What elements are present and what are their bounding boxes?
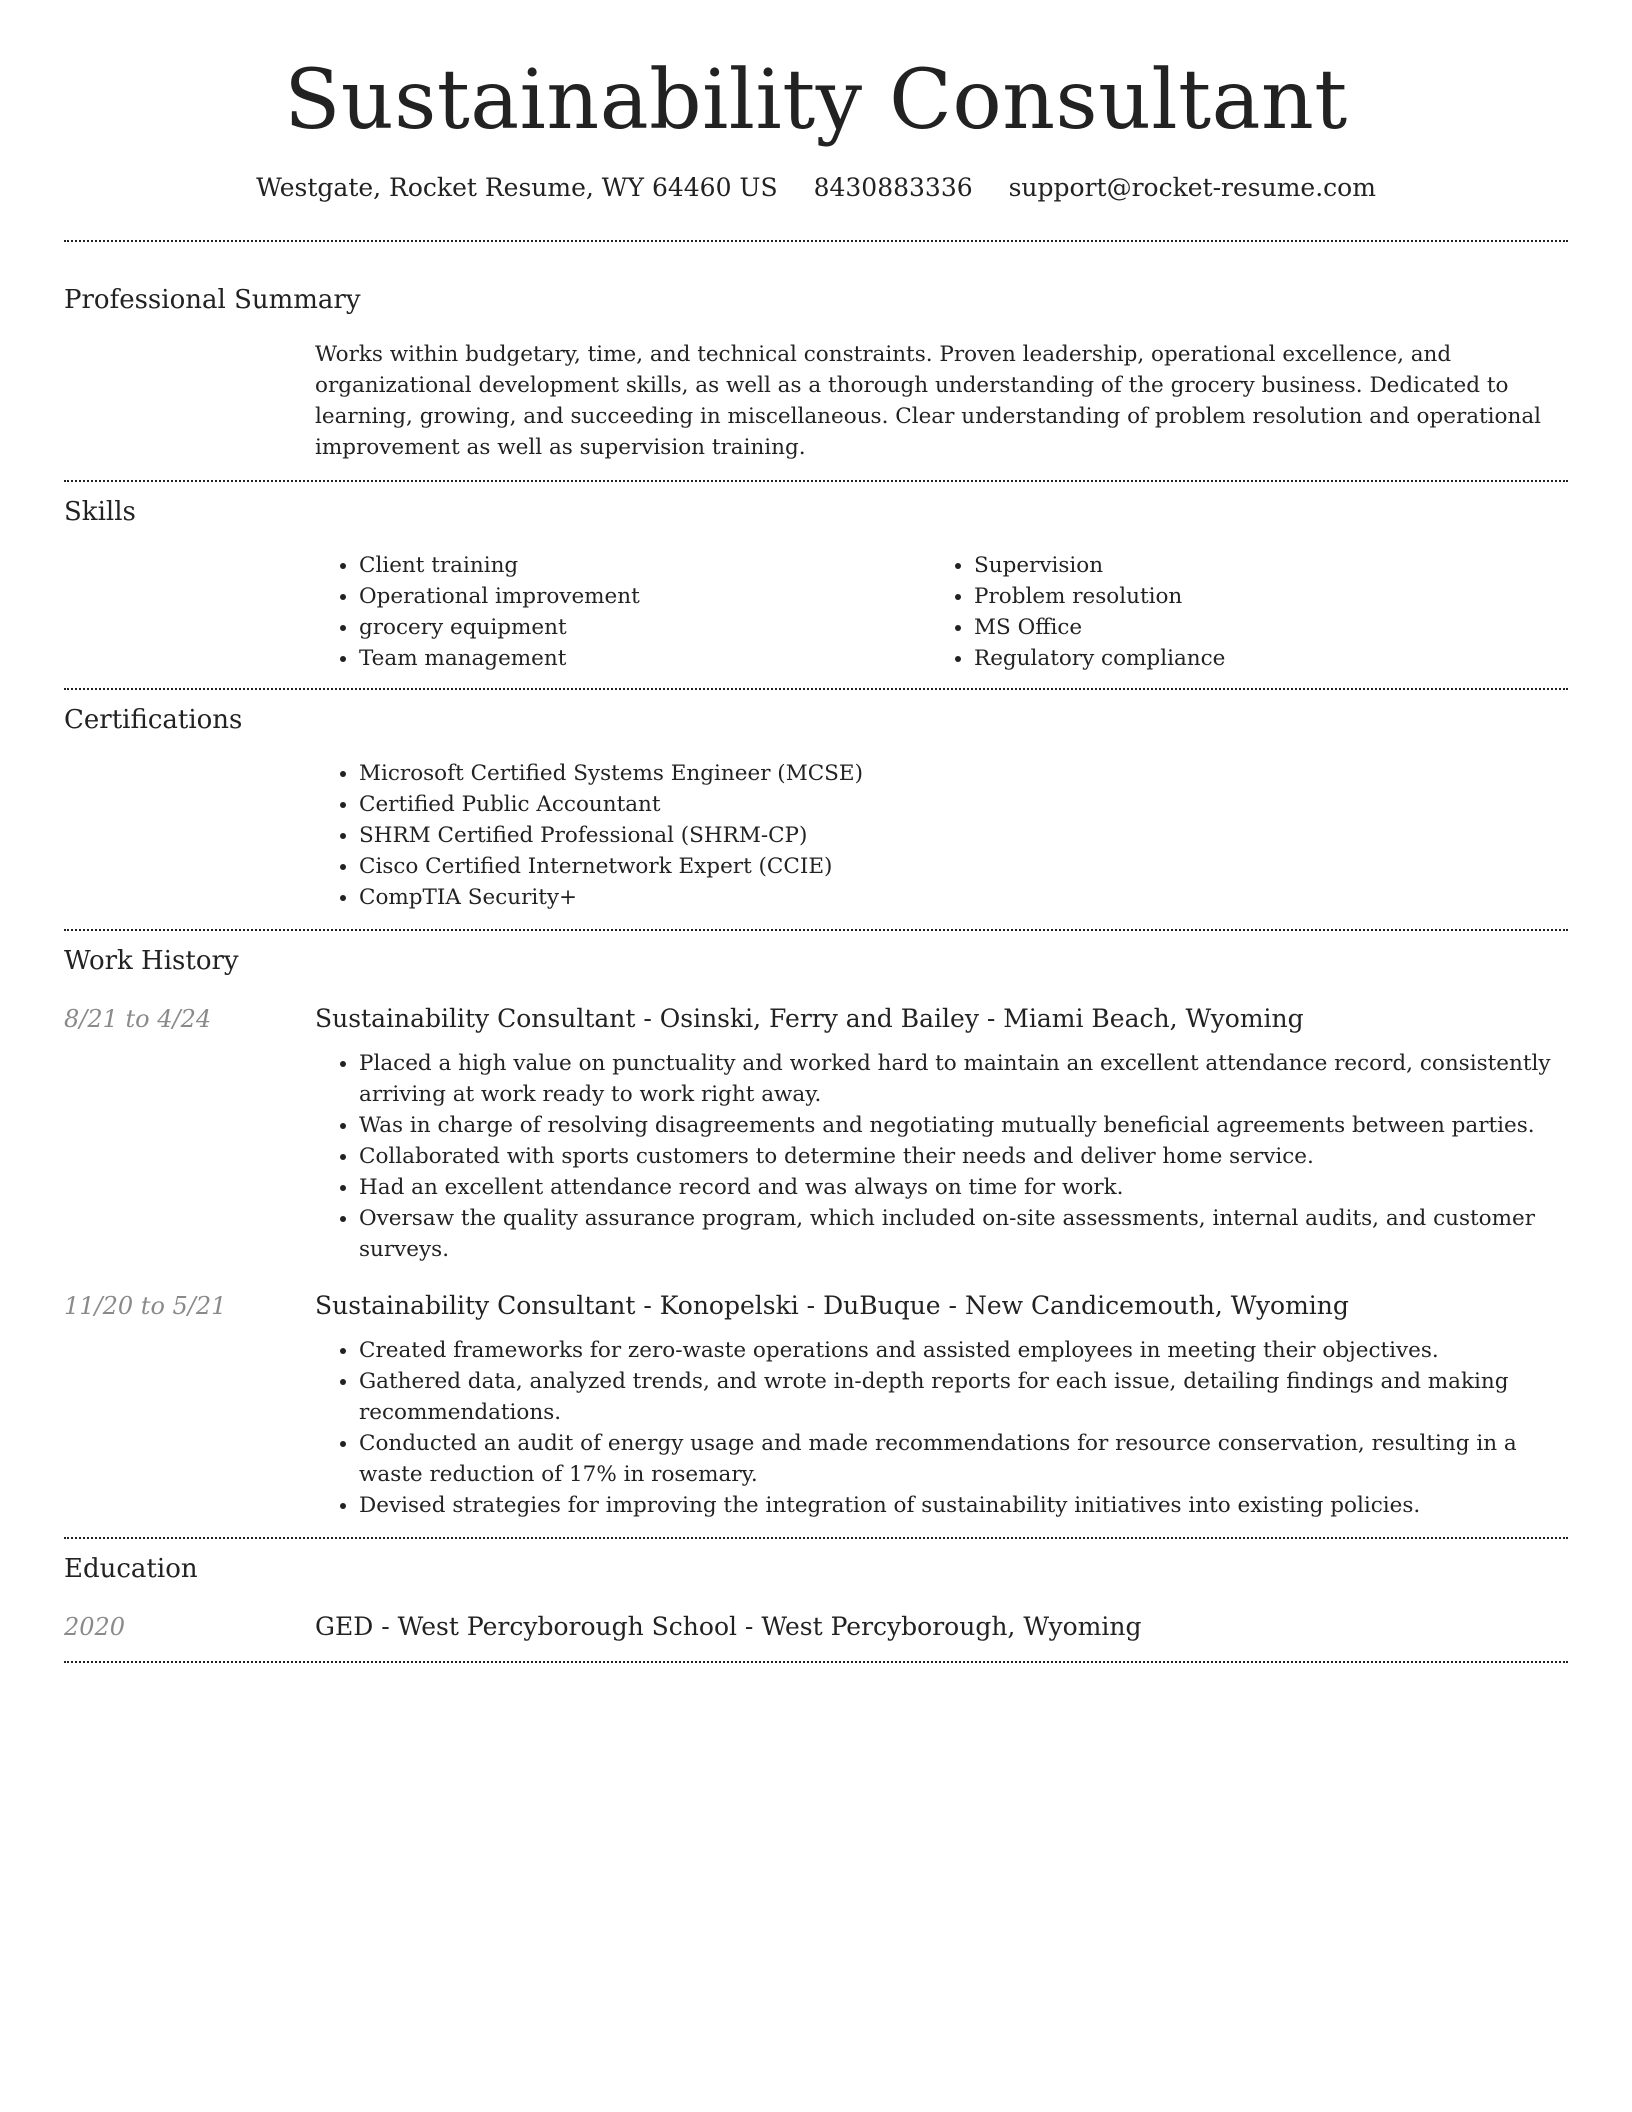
list-item: • Was in charge of resolving disagreements and negotiating mutually beneficial agreements between parties. bbox=[359, 1110, 1568, 1141]
work-entry-content bbox=[315, 1335, 1568, 1521]
work-entry-dates: 11/20 to 5/21 bbox=[64, 1292, 227, 1320]
list-item: • Client training bbox=[359, 550, 930, 581]
section-title-work-history: Work History bbox=[64, 946, 239, 976]
resume-name: Sustainability Consultant bbox=[284, 53, 1348, 148]
work-entry-bullets bbox=[315, 1048, 1568, 1265]
list-item: • Collaborated with sports customers to determine their needs and deliver home service. bbox=[359, 1141, 1568, 1172]
list-item: • Microsoft Certified Systems Engineer (MCSE) bbox=[359, 758, 1568, 789]
skills-list-right bbox=[930, 550, 1545, 674]
skills-column-left bbox=[315, 550, 930, 674]
certifications-section bbox=[64, 690, 1568, 929]
list-item: • Devised strategies for improving the integration of sustainability initiatives into existing policies. bbox=[359, 1490, 1568, 1521]
list-item: • Problem resolution bbox=[974, 581, 1545, 612]
certifications-list bbox=[315, 758, 1568, 913]
list-item: • Certified Public Accountant bbox=[359, 789, 1568, 820]
skills-columns bbox=[315, 550, 1568, 674]
list-item: • Oversaw the quality assurance program, which included on-site assessments, internal audits, and customer surveys. bbox=[359, 1203, 1568, 1265]
list-item: • Gathered data, analyzed trends, and wrote in-depth reports for each issue, detailing findings and making recommendations. bbox=[359, 1366, 1568, 1428]
skills-column-right bbox=[930, 550, 1545, 674]
list-item: • MS Office bbox=[974, 612, 1545, 643]
list-item: • Conducted an audit of energy usage and made recommendations for resource conservation, resulting in a waste reduction of 17% in rosemary. bbox=[359, 1428, 1568, 1490]
list-item: • grocery equipment bbox=[359, 612, 930, 643]
skills-section bbox=[64, 482, 1568, 688]
list-item: • CompTIA Security+ bbox=[359, 882, 1568, 913]
list-item: • Placed a high value on punctuality and worked hard to maintain an excellent attendance record, consistently arriving at work ready to work right away. bbox=[359, 1048, 1568, 1110]
list-item: • Created frameworks for zero-waste operations and assisted employees in meeting their objectives. bbox=[359, 1335, 1568, 1366]
contact-email: support@rocket-resume.com bbox=[1008, 173, 1376, 202]
list-item: • Team management bbox=[359, 643, 930, 674]
work-entry-dates: 8/21 to 4/24 bbox=[64, 1005, 212, 1033]
work-history-section bbox=[64, 931, 1568, 1537]
work-entry-heading: Sustainability Consultant - Osinski, Ferry and Bailey - Miami Beach, Wyoming bbox=[315, 1004, 1304, 1033]
education-entry bbox=[64, 1609, 1568, 1645]
education-section bbox=[64, 1539, 1568, 1661]
work-entry-heading: Sustainability Consultant - Konopelski - DuBuque - New Candicemouth, Wyoming bbox=[315, 1291, 1349, 1320]
list-item: • Had an excellent attendance record and was always on time for work. bbox=[359, 1172, 1568, 1203]
section-title-skills: Skills bbox=[64, 497, 136, 527]
summary-section bbox=[64, 242, 1568, 480]
work-entry-bullets bbox=[315, 1335, 1568, 1521]
work-entry bbox=[64, 1001, 1568, 1265]
summary-text: Works within budgetary, time, and technical constraints. Proven leadership, operational excellence, and organizational development skills, as well as a thorough understanding of the grocery business. Dedicated to learning, growing, and succeeding in miscellaneous. Clear understanding of problem resolution and operational improvement as well as supervision training. bbox=[315, 342, 1542, 460]
education-entry-year: 2020 bbox=[64, 1613, 126, 1641]
section-title-certifications: Certifications bbox=[64, 705, 243, 735]
list-item: • Cisco Certified Internetwork Expert (CCIE) bbox=[359, 851, 1568, 882]
contact-phone: 8430883336 bbox=[813, 173, 973, 202]
contact-address: Westgate, Rocket Resume, WY 64460 US bbox=[256, 173, 778, 202]
contact-line bbox=[64, 170, 1568, 206]
list-item: • Operational improvement bbox=[359, 581, 930, 612]
work-entry bbox=[64, 1288, 1568, 1521]
work-entry-content bbox=[315, 1048, 1568, 1265]
section-title-summary: Professional Summary bbox=[64, 285, 361, 315]
list-item: • Regulatory compliance bbox=[974, 643, 1545, 674]
section-title-education: Education bbox=[64, 1554, 198, 1584]
education-entry-heading: GED - West Percyborough School - West Percyborough, Wyoming bbox=[315, 1612, 1142, 1641]
skills-list-left bbox=[315, 550, 930, 674]
section-divider bbox=[64, 1661, 1568, 1663]
list-item: • SHRM Certified Professional (SHRM-CP) bbox=[359, 820, 1568, 851]
list-item: • Supervision bbox=[974, 550, 1545, 581]
certifications-content bbox=[315, 758, 1568, 913]
